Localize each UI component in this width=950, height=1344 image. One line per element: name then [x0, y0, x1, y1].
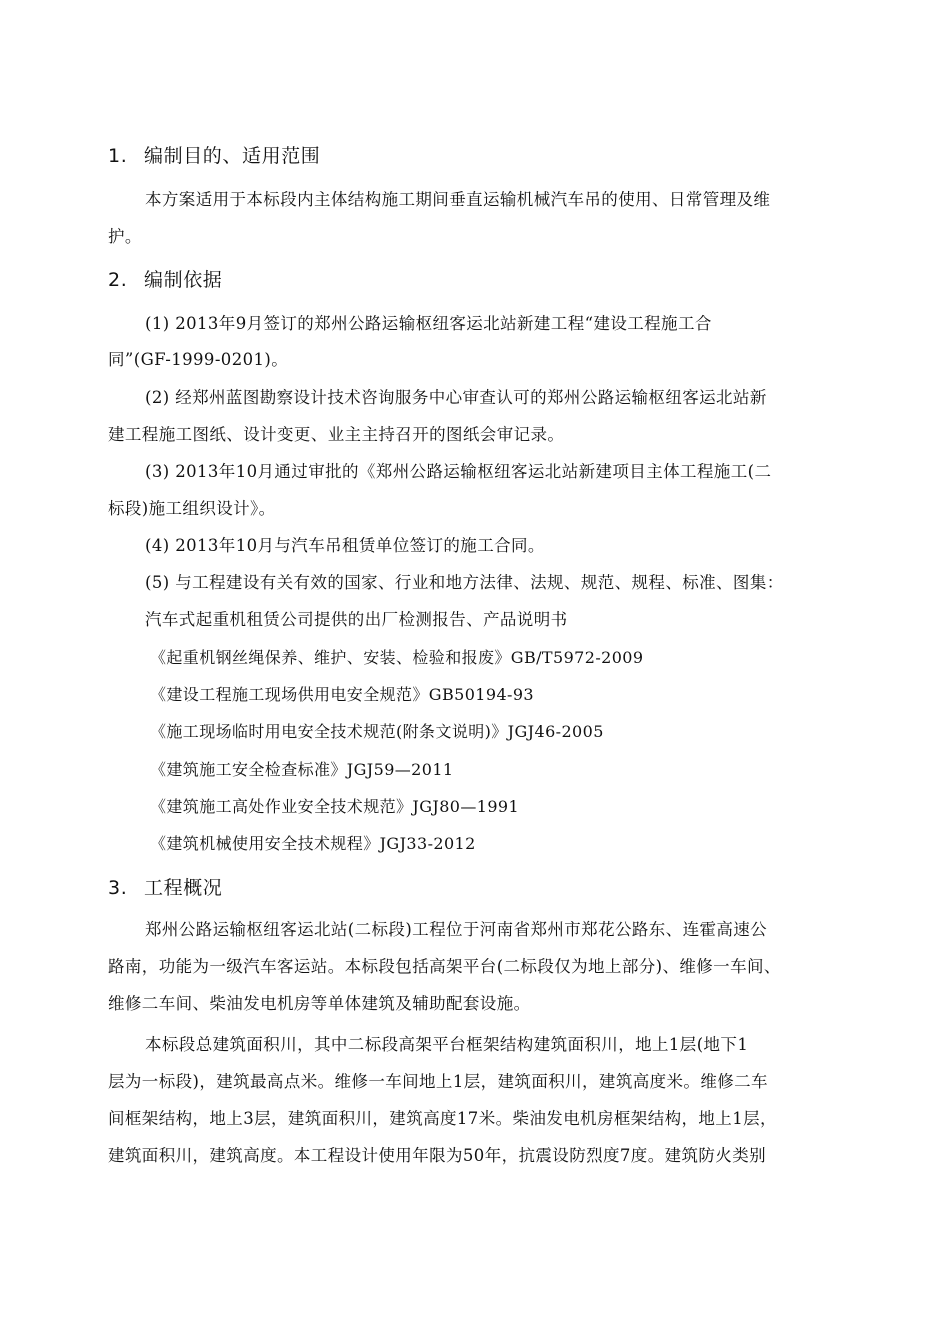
- list-item-line: (1) 2013年9月签订的郑州公路运输枢纽客运北站新建工程“建设工程施工合: [145, 314, 712, 333]
- standard-reference: 《起重机钢丝绳保养、维护、安装、检验和报废》GB/T5972-2009: [150, 648, 644, 667]
- list-item-line: (3) 2013年10月通过审批的《郑州公路运输枢纽客运北站新建项目主体工程施工(二: [145, 462, 772, 481]
- section-heading-1: [108, 144, 320, 168]
- paragraph-line: 维修二车间、柴油发电机房等单体建筑及辅助配套设施。: [108, 994, 531, 1013]
- section-heading-3: [108, 876, 222, 900]
- paragraph-line: 层为一标段)，建筑最高点米。维修一车间地上1层，建筑面积川，建筑高度米。维修二车: [108, 1072, 768, 1091]
- section-title: 编制目的、适用范围: [144, 145, 321, 167]
- list-item-line: (5) 与工程建设有关有效的国家、行业和地方法律、法规、规范、规程、标准、图集：: [145, 573, 784, 592]
- section-heading-2: [108, 268, 222, 292]
- paragraph-line: 路南，功能为一级汽车客运站。本标段包括高架平台(二标段仅为地上部分)、维修一车间、: [108, 957, 781, 976]
- paragraph-line: 本方案适用于本标段内主体结构施工期间垂直运输机械汽车吊的使用、日常管理及维: [145, 190, 771, 209]
- standard-reference: 《建筑机械使用安全技术规程》JGJ33-2012: [150, 834, 476, 853]
- standard-reference: 《施工现场临时用电安全技术规范(附条文说明)》JGJ46-2005: [150, 722, 604, 741]
- paragraph-line: 间框架结构，地上3层，建筑面积川，建筑高度17米。柴油发电机房框架结构，地上1层，: [108, 1109, 777, 1128]
- section-number: 2.: [108, 269, 128, 291]
- paragraph-line: 本标段总建筑面积川，其中二标段高架平台框架结构建筑面积川，地上1层(地下1: [145, 1035, 749, 1054]
- list-item-line: (4) 2013年10月与汽车吊租赁单位签订的施工合同。: [145, 536, 545, 555]
- section-number: 3.: [108, 877, 128, 899]
- standard-reference: 《建筑施工高处作业安全技术规范》JGJ80—1991: [150, 797, 520, 816]
- list-item-line: (2) 经郑州蓝图勘察设计技术咨询服务中心审查认可的郑州公路运输枢纽客运北站新: [145, 388, 767, 407]
- paragraph-line: 护。: [108, 227, 142, 246]
- standard-reference: 《建设工程施工现场供用电安全规范》GB50194-93: [150, 685, 535, 704]
- section-number: 1.: [108, 145, 128, 167]
- paragraph-line: 建筑面积川，建筑高度。本工程设计使用年限为50年，抗震设防烈度7度。建筑防火类别: [108, 1146, 766, 1165]
- list-item-line: 标段)施工组织设计》。: [108, 499, 276, 518]
- paragraph-line: 郑州公路运输枢纽客运北站(二标段)工程位于河南省郑州市郑花公路东、连霍高速公: [145, 920, 768, 939]
- list-item-line: 建工程施工图纸、设计变更、业主主持召开的图纸会审记录。: [108, 425, 565, 444]
- standard-reference: 《建筑施工安全检查标准》JGJ59—2011: [150, 760, 454, 779]
- list-item-line: 同”(GF-1999-0201)。: [108, 350, 289, 369]
- section-title: 工程概况: [144, 877, 223, 899]
- list-item-line: 汽车式起重机租赁公司提供的出厂检测报告、产品说明书: [145, 610, 568, 629]
- section-title: 编制依据: [144, 269, 223, 291]
